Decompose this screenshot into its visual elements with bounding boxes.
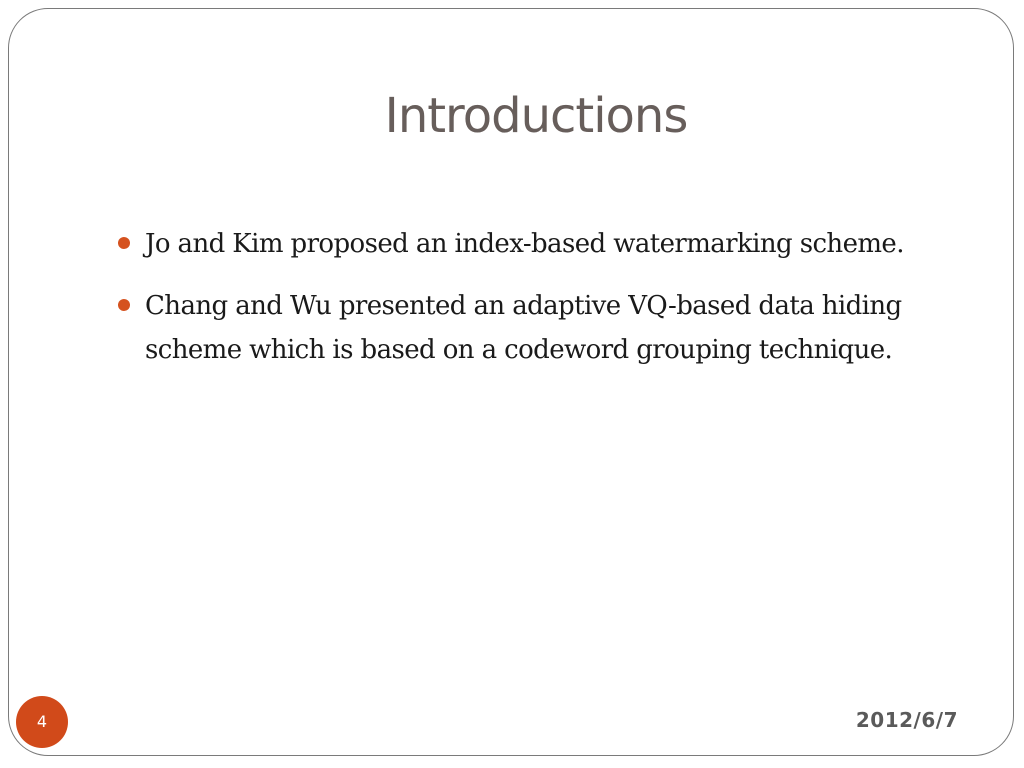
- slide-title: Introductions: [384, 88, 688, 144]
- bullet-dot-icon: [118, 237, 130, 249]
- slide-date: 2012/6/7: [855, 708, 958, 732]
- bullet-item: [118, 284, 958, 372]
- page-number-badge: 4: [16, 696, 68, 748]
- bullet-list: [118, 222, 958, 390]
- bullet-dot-icon: [118, 299, 130, 311]
- bullet-item: [118, 222, 958, 266]
- bullet-text: Chang and Wu presented an adaptive VQ-based data hiding scheme which is based on a codeword grouping technique.: [145, 291, 902, 365]
- bullet-text: Jo and Kim proposed an index-based watermarking scheme.: [145, 229, 904, 259]
